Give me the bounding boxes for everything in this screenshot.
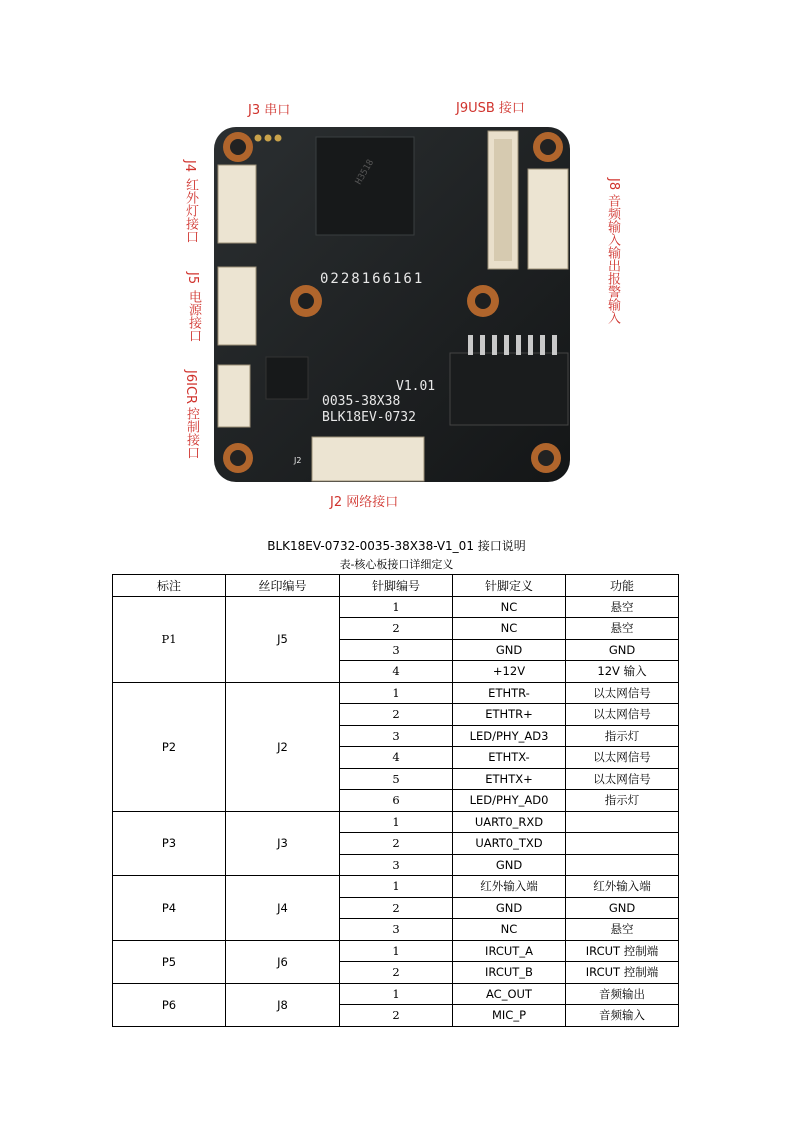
cell-mark: P2 [113,682,226,811]
label-j5-text: 电源接口 [185,290,201,342]
cell-silk: J2 [226,682,340,811]
cell-function: IRCUT 控制端 [566,962,679,984]
label-j9: J9USB 接口 [456,101,525,116]
cell-function: 以太网信号 [566,704,679,726]
cell-function: 红外输入端 [566,876,679,898]
cell-pin-number: 3 [340,854,453,876]
cell-pin-number: 1 [340,811,453,833]
cell-function: 以太网信号 [566,682,679,704]
j5-connector [218,267,256,345]
cell-pin-definition: ETHTX- [453,747,566,769]
cell-pin-definition: IRCUT_A [453,940,566,962]
table-row [113,811,679,833]
cell-pin-definition: NC [453,618,566,640]
svg-text:H3518: H3518 [353,158,377,187]
cell-function: 悬空 [566,596,679,618]
small-ic [266,357,308,399]
cell-function: IRCUT 控制端 [566,940,679,962]
cell-pin-definition: LED/PHY_AD0 [453,790,566,812]
cell-pin-number: 2 [340,962,453,984]
cell-function: 以太网信号 [566,747,679,769]
table-row [113,876,679,898]
cell-pin-number: 3 [340,639,453,661]
cell-pin-number: 1 [340,596,453,618]
label-j5-code: J5 [184,272,200,285]
cell-pin-number: 1 [340,983,453,1005]
j4-connector [218,165,256,243]
cell-function: 12V 输入 [566,661,679,683]
cell-function [566,833,679,855]
silk-part2: BLK18EV-0732 [322,410,416,425]
transformer [450,353,568,425]
header-pin-number: 针脚编号 [340,575,453,597]
cell-mark: P4 [113,876,226,941]
silk-part1: 0035-38X38 [322,394,401,409]
table-row [113,983,679,1005]
cell-pin-number: 2 [340,897,453,919]
pcb-illustration [200,125,580,485]
cell-pin-number: 5 [340,768,453,790]
cell-pin-number: 2 [340,704,453,726]
cell-pin-number: 2 [340,1005,453,1027]
header-mark: 标注 [113,575,226,597]
cell-pin-number: 1 [340,876,453,898]
cell-pin-definition: IRCUT_B [453,962,566,984]
cell-silk: J6 [226,940,340,983]
table-header-row [113,575,679,597]
cell-pin-definition: NC [453,596,566,618]
cell-silk: J5 [226,596,340,682]
board-photo [200,125,580,485]
j2-connector [312,437,424,481]
label-j4-code: J4 [181,160,197,173]
cell-pin-number: 3 [340,919,453,941]
cell-mark: P1 [113,596,226,682]
cell-function: GND [566,639,679,661]
doc-title: BLK18EV-0732-0035-38X38-V1_01 接口说明 [267,539,526,553]
cell-pin-definition: ETHTR- [453,682,566,704]
j3-header [255,135,282,142]
label-j8-text: 音频输入输出报警输入 [605,194,620,324]
cell-pin-number: 3 [340,725,453,747]
cell-mark: P5 [113,940,226,983]
cell-pin-definition: AC_OUT [453,983,566,1005]
cell-pin-definition: UART0_TXD [453,833,566,855]
cell-pin-number: 2 [340,618,453,640]
table-caption: 表-核心板接口详细定义 [339,558,454,571]
table-row [113,940,679,962]
cell-function: 音频输入 [566,1005,679,1027]
cell-function: GND [566,897,679,919]
cell-pin-definition: +12V [453,661,566,683]
cell-function: 悬空 [566,618,679,640]
cell-silk: J3 [226,811,340,876]
cell-function: 音频输出 [566,983,679,1005]
j6-connector [218,365,250,427]
cell-function [566,811,679,833]
cell-pin-definition: GND [453,854,566,876]
silk-serial: 0228166161 [320,271,425,287]
cell-pin-definition: LED/PHY_AD3 [453,725,566,747]
silk-version: V1.01 [396,379,436,394]
cell-pin-definition: ETHTR+ [453,704,566,726]
cell-silk: J8 [226,983,340,1026]
cell-pin-definition: ETHTX+ [453,768,566,790]
cell-pin-definition: GND [453,897,566,919]
soc-chip [316,137,414,235]
cell-mark: P6 [113,983,226,1026]
cell-pin-definition: GND [453,639,566,661]
cell-silk: J4 [226,876,340,941]
cell-function: 悬空 [566,919,679,941]
label-j6-text: 控制接口 [183,407,199,459]
cell-pin-number: 1 [340,940,453,962]
cell-pin-number: 1 [340,682,453,704]
cell-pin-definition: UART0_RXD [453,811,566,833]
label-j2: J2 网络接口 [330,495,399,510]
cell-pin-number: 6 [340,790,453,812]
label-j3: J3 串口 [248,103,291,118]
header-silk: 丝印编号 [226,575,340,597]
cell-pin-definition: MIC_P [453,1005,566,1027]
cell-pin-number: 4 [340,661,453,683]
table-row [113,596,679,618]
header-pin-definition: 针脚定义 [453,575,566,597]
silk-j2: J2 [294,456,302,465]
cell-pin-number: 2 [340,833,453,855]
cell-pin-definition: NC [453,919,566,941]
label-j4-text: 红外灯接口 [182,178,198,243]
cell-function: 指示灯 [566,725,679,747]
label-j8-code: J8 [605,178,621,191]
label-j6-code: J6ICR [182,370,198,405]
cell-function [566,854,679,876]
header-function: 功能 [566,575,679,597]
table-row [113,682,679,704]
interface-table [112,574,679,1027]
cell-function: 指示灯 [566,790,679,812]
cell-function: 以太网信号 [566,768,679,790]
cell-pin-definition: 红外输入端 [453,876,566,898]
j8-connector [528,169,568,269]
cell-pin-number: 4 [340,747,453,769]
cell-mark: P3 [113,811,226,876]
